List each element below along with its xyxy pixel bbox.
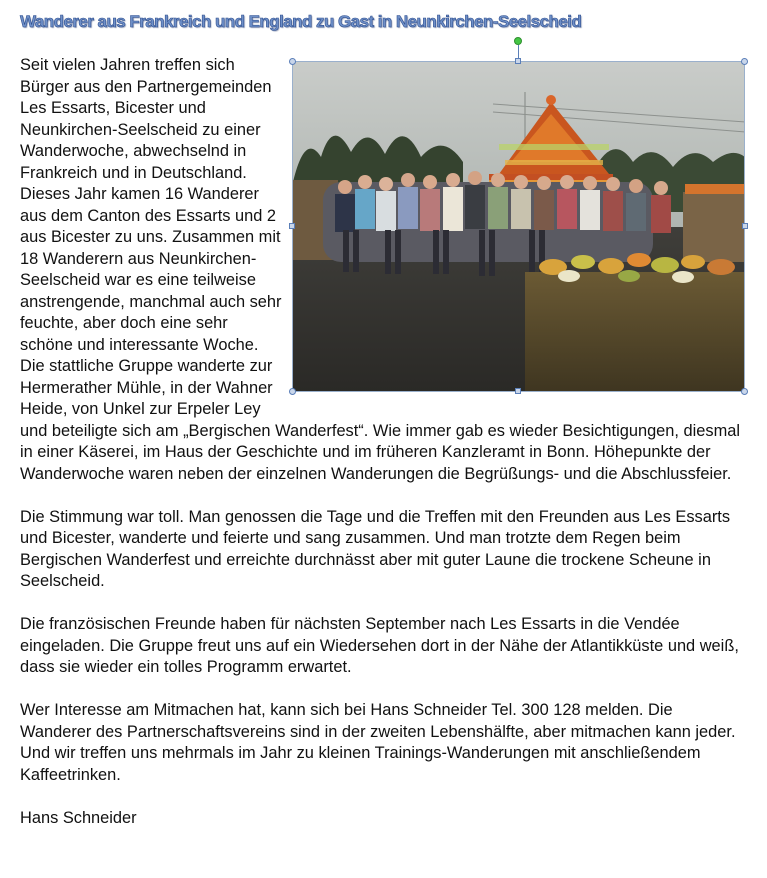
- paragraph-intro: Seit vielen Jahren treffen sich Bürger aus den Partnergemeinden Les Essarts, Bicester und Neunkirchen-Seelscheid zu einer Wanderwoche, abwechselnd in Frankreich und in Deutschland. Dieses Jahr kamen 16 Wanderer aus dem Canton des Essarts und 2 aus Bicester zu uns. Zusammen mit 18 Wanderern aus Neunkirchen-Seelscheid war es eine teilweise anstrengende, manchmal auch sehr feuchte, aber doch eine sehr schöne und interessante Woche. Die stattliche Gruppe wanderte zur Hermerather Mühle, in der Wahner Heide, von Unkel zur Erpeler Ley und beteiligte sich am „Bergischen Wanderfest“. Wie immer gab es wieder Besichtigungen, diesmal in einer Käserei, im Haus der Geschichte und im früheren Kanzleramt in Bonn. Höhepunkte der Wanderwoche waren neben der einzelnen Wanderungen die Begrüßungs- und die Abschlussfeier.: [20, 56, 741, 483]
- group-photo-image: [293, 62, 745, 392]
- author-signature: Hans Schneider: [20, 808, 137, 827]
- resize-handle-top-left[interactable]: [289, 58, 296, 65]
- document-title: Wanderer aus Frankreich und England zu Gast in Neunkirchen-Seelscheid: [20, 12, 582, 31]
- paragraph-mood: Die Stimmung war toll. Man genossen die Tage und die Treffen mit den Freunden aus Les Essarts und Bicester, wanderte und feierte und sang zusammen. Und man trotzte dem Regen beim Bergischen Wanderfest und erreichte durchnässt aber mit guter Laune die trockene Scheune in Seelscheid.: [20, 507, 731, 590]
- rotation-handle-line: [518, 45, 519, 59]
- selected-photo-frame[interactable]: [292, 61, 745, 399]
- document-body: [20, 55, 745, 829]
- resize-handle-right[interactable]: [742, 223, 748, 229]
- paragraph-contact: Wer Interesse am Mitmachen hat, kann sich bei Hans Schneider Tel. 300 128 melden. Die Wanderer des Partnerschaftsvereins sind in der zweiten Lebenshälfte, aber mitmachen kann jeder. Und wir treffen uns mehrmals im Jahr zu kleinen Trainings-Wanderungen mit anschließendem Kaffeetrinken.: [20, 701, 736, 784]
- group-photo[interactable]: [292, 61, 745, 392]
- resize-handle-bottom-left[interactable]: [289, 388, 296, 395]
- resize-handle-bottom-right[interactable]: [741, 388, 748, 395]
- resize-handle-bottom[interactable]: [515, 388, 521, 394]
- rotation-handle[interactable]: [514, 37, 522, 45]
- resize-handle-top-right[interactable]: [741, 58, 748, 65]
- resize-handle-top[interactable]: [515, 58, 521, 64]
- resize-handle-left[interactable]: [289, 223, 295, 229]
- paragraph-invitation: Die französischen Freunde haben für nächsten September nach Les Essarts in die Vendée eingeladen. Die Gruppe freut uns auf ein Wiedersehen dort in der Nähe der Atlantikküste und weiß, dass sie wieder ein tolles Programm erwartet.: [20, 615, 739, 676]
